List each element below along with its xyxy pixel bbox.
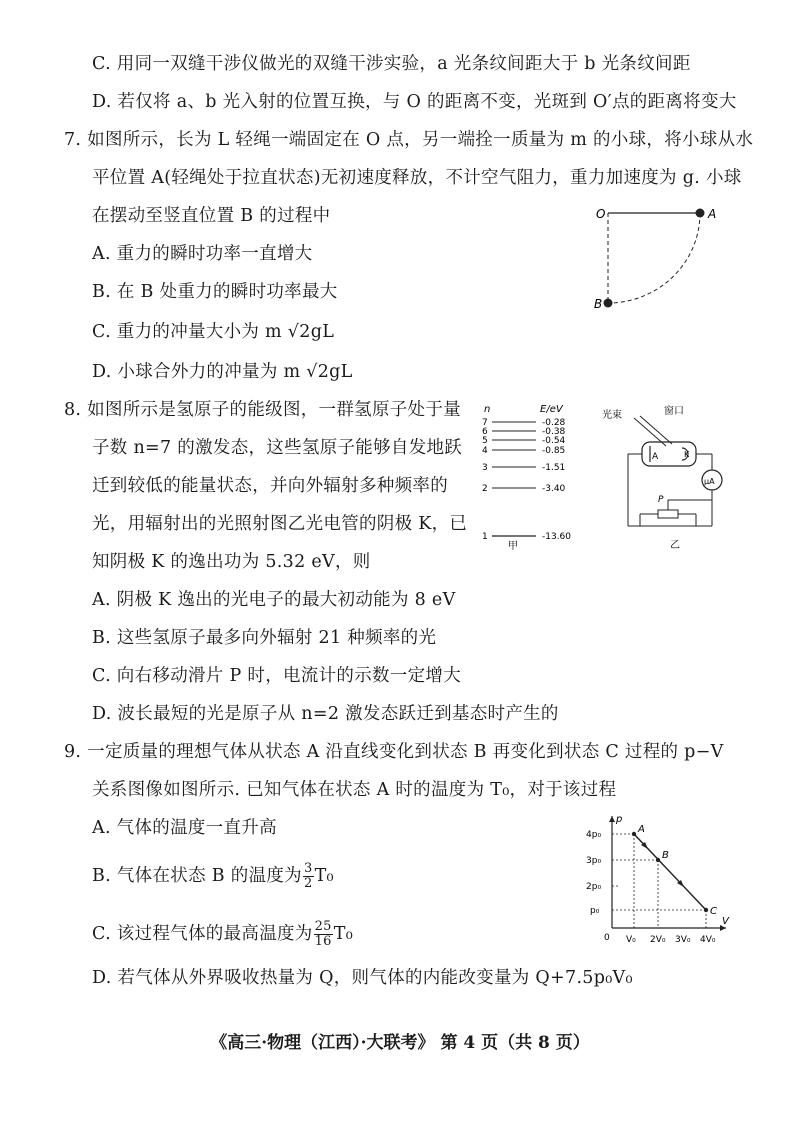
level-4: [482, 446, 565, 456]
page-footer: 《高三·物理（江西）·大联考》 第 4 页（共 8 页）: [210, 1033, 590, 1053]
svg-text:3: 3: [482, 463, 488, 473]
rheostat: [658, 510, 678, 518]
svg-text:4: 4: [482, 446, 488, 456]
q8-stem-line5: 知阴极 K 的逸出功为 5.32 eV，则: [92, 552, 371, 572]
q8-option-a: A. 阴极 K 逸出的光电子的最大初动能为 8 eV: [92, 590, 456, 610]
label-c: C: [710, 906, 717, 917]
svg-text:2: 2: [482, 484, 488, 494]
p-axis-label: p: [616, 814, 623, 825]
point-c: [704, 908, 708, 912]
q7-stem-line3: 在摆动至竖直位置 B 的过程中: [92, 206, 331, 226]
svg-text:1: 1: [482, 532, 488, 542]
q8-option-c: C. 向右移动滑片 P 时，电流计的示数一定增大: [92, 666, 461, 686]
label-cathode: K: [684, 450, 690, 459]
svg-text:-13.60: -13.60: [542, 532, 572, 542]
q9-option-c: C. 该过程气体的最高温度为 $\frac{25}{16}$ T₀: [92, 919, 354, 949]
level-header-e: E/eV: [540, 404, 563, 415]
svg-text:-0.54: -0.54: [542, 436, 566, 446]
label-a: A: [638, 824, 645, 835]
point-b: [656, 858, 660, 862]
label-meter: μA: [704, 477, 715, 486]
q8-stem-line1: 8. 如图所示是氢原子的能级图，一群氢原子处于量: [64, 400, 461, 420]
fraction-25-16: $\frac{25}{16}$: [314, 919, 332, 949]
origin-label: 0: [604, 933, 610, 943]
q8-option-b: B. 这些氢原子最多向外辐射 21 种频率的光: [92, 628, 437, 648]
level-header-n: n: [484, 404, 491, 415]
pv-graph: [586, 812, 736, 952]
svg-text:5: 5: [482, 436, 488, 446]
svg-text:7: 7: [482, 418, 488, 428]
x-tick-4v0: 4V₀: [700, 935, 716, 945]
label-a: A: [708, 207, 717, 221]
fraction-3-2: $\frac{3}{2}$: [303, 861, 313, 891]
q9-stem-line2: 关系图像如图所示. 已知气体在状态 A 时的温度为 T₀，对于该过程: [92, 780, 617, 800]
y-tick-2p0: 2p₀: [586, 882, 602, 892]
level-3: [482, 463, 565, 473]
energy-level-diagram: [478, 400, 598, 550]
guide-lines: [612, 834, 706, 928]
level-1: [482, 532, 571, 542]
svg-text:-3.40: -3.40: [542, 484, 566, 494]
x-tick-3v0: 3V₀: [675, 935, 691, 945]
x-tick-v0: V₀: [626, 935, 636, 945]
label-window: 窗口: [664, 406, 684, 417]
y-tick-p0: p₀: [590, 906, 600, 916]
v-axis-label: V: [722, 916, 729, 927]
label-anode: A: [652, 452, 659, 462]
ball-at-b: [604, 299, 613, 308]
svg-text:-0.85: -0.85: [542, 446, 566, 456]
label-b: B: [594, 297, 603, 311]
swing-arc: [608, 213, 700, 303]
label-o: O: [596, 207, 606, 221]
q8-stem-line4: 光，用辐射出的光照射图乙光电管的阴极 K，已: [92, 514, 468, 534]
q7-stem-line1: 7. 如图所示，长为 L 轻绳一端固定在 O 点，另一端拴一质量为 m 的小球，将小球从水: [64, 130, 754, 150]
svg-text:-0.38: -0.38: [542, 427, 566, 437]
q9-stem-line1: 9. 一定质量的理想气体从状态 A 沿直线变化到状态 B 再变化到状态 C 过程的 p−V: [64, 742, 724, 762]
svg-text:-1.51: -1.51: [542, 463, 566, 473]
q8-stem-line2: 子数 n=7 的激发态，这些氢原子能够自发地跃: [92, 438, 463, 458]
ball-at-a: [696, 209, 705, 218]
light-ray-2: [640, 416, 672, 444]
label-b: B: [662, 850, 669, 861]
y-tick-4p0: 4p₀: [586, 830, 602, 840]
q7-option-d: D. 小球合外力的冲量为 m √2gL: [92, 362, 353, 382]
q7-option-a: A. 重力的瞬时功率一直增大: [92, 244, 313, 264]
q9-option-a: A. 气体的温度一直升高: [92, 818, 277, 838]
q6-option-d: D. 若仅将 a、b 光入射的位置互换，与 O 的距离不变，光斑到 O′点的距离将变大: [92, 92, 737, 112]
caption-jia: 甲: [508, 541, 518, 550]
caption-yi: 乙: [670, 540, 680, 551]
point-a: [632, 832, 636, 836]
q9-option-b: B. 气体在状态 B 的温度为 $\frac{3}{2}$ T₀: [92, 861, 334, 891]
x-tick-2v0: 2V₀: [650, 935, 666, 945]
q9-option-d: D. 若气体从外界吸收热量为 Q，则气体的内能改变量为 Q+7.5p₀V₀: [92, 968, 633, 988]
label-p: P: [658, 495, 664, 505]
q7-stem-line2: 平位置 A(轻绳处于拉直状态)无初速度释放，不计空气阻力，重力加速度为 g. 小球: [92, 168, 742, 188]
q8-option-d: D. 波长最短的光是原子从 n=2 激发态跃迁到基态时产生的: [92, 704, 559, 724]
y-tick-3p0: 3p₀: [586, 856, 602, 866]
level-5: [482, 436, 566, 446]
q6-option-c: C. 用同一双缝干涉仪做光的双缝干涉实验，a 光条纹间距大于 b 光条纹间距: [92, 54, 691, 74]
q8-stem-line3: 迁到较低的能量状态，并向外辐射多种频率的: [92, 476, 448, 496]
label-light-beam: 光束: [602, 410, 622, 421]
q7-option-b: B. 在 B 处重力的瞬时功率最大: [92, 282, 338, 302]
pendulum-figure: [590, 200, 730, 320]
q7-option-c: C. 重力的冲量大小为 m √2gL: [92, 322, 335, 342]
svg-text:-0.28: -0.28: [542, 418, 566, 428]
level-2: [482, 484, 566, 494]
svg-text:6: 6: [482, 427, 488, 437]
photoelectric-circuit: [600, 402, 730, 552]
